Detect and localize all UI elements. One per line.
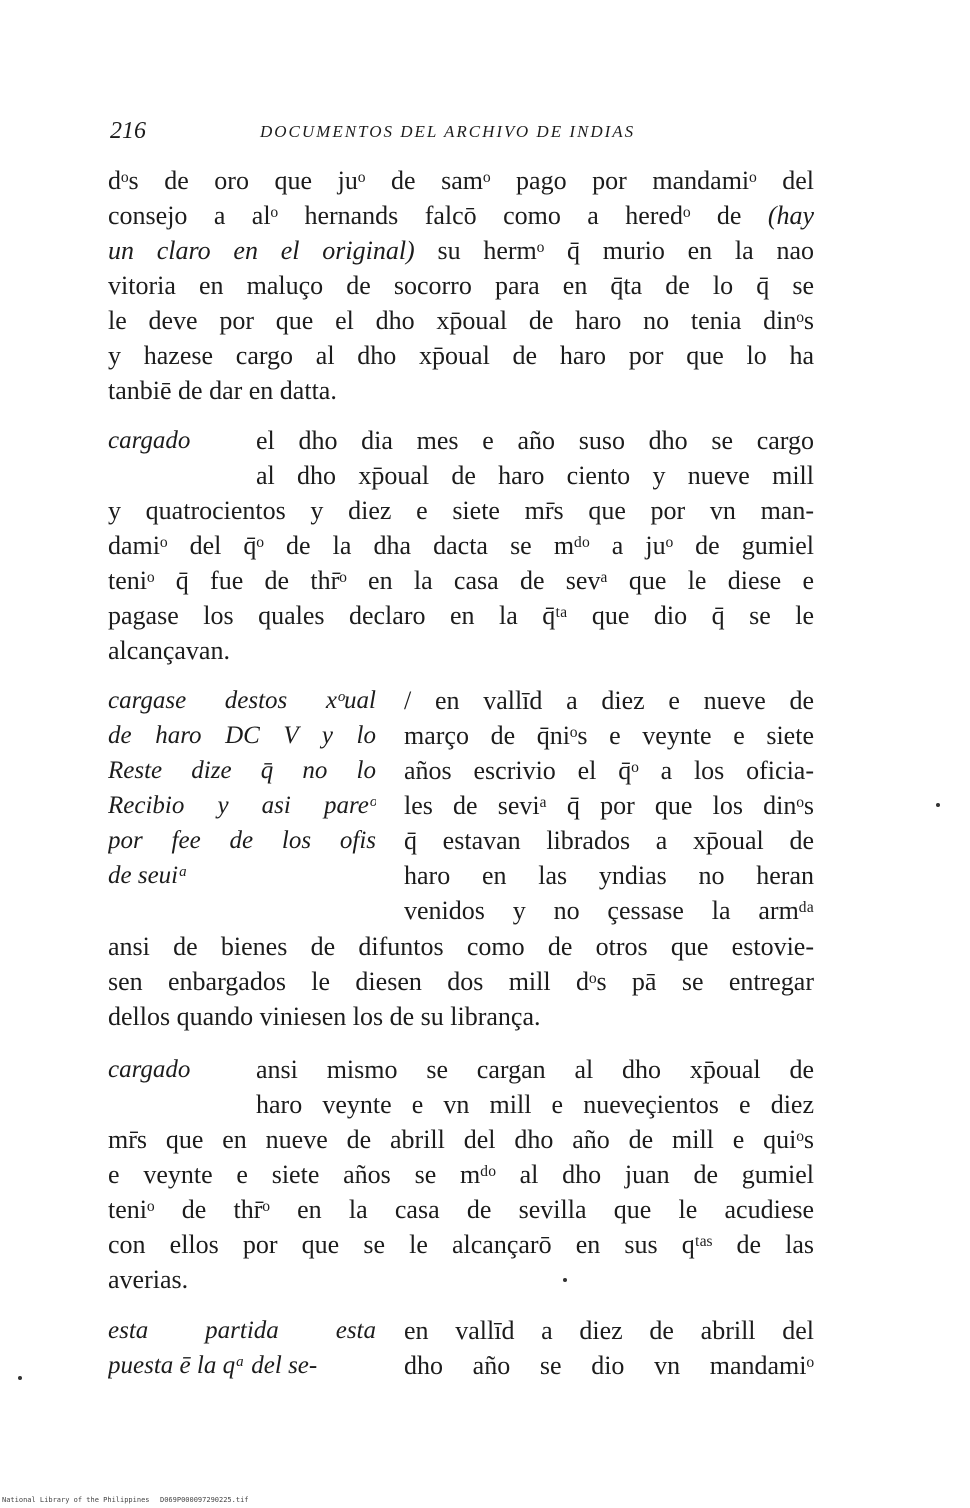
- text-line: averias.: [108, 1265, 189, 1294]
- text-line: en vallīd a diez de abrill del: [404, 1316, 814, 1345]
- text-line: años escrivio el q̄ᵒ a los oficia-: [404, 756, 814, 785]
- main-column: [404, 1313, 814, 1383]
- text-line: dᵒs de oro que juᵒ de samᵒ pago por mandamiᵒ del: [108, 166, 814, 195]
- library-credit: National Library of the Philippines: [2, 1496, 150, 1504]
- text-line: teniᵒ de thr̄ᵒ en la casa de sevilla que le acudiese: [108, 1195, 814, 1224]
- text-line: sen enbargados le diesen dos mill dᵒs pā se entregar: [108, 967, 814, 996]
- text-line: q̄ estavan librados a xp̄oual de: [404, 826, 814, 855]
- margin-column: [108, 1313, 376, 1383]
- margin-line: de seuiᵃ: [108, 862, 189, 889]
- text-line: março de q̄niᵒs e veynte e siete: [404, 721, 814, 750]
- text-line: / en vallīd a diez e nueve de: [404, 686, 814, 715]
- file-name: D069P000097290225.tif: [160, 1496, 249, 1504]
- text-line: vitoria en maluço de socorro para en q̄ta de lo q̄ se: [108, 271, 814, 300]
- text-line: alcançavan.: [108, 636, 230, 665]
- text-line: damiᵒ del q̄ᵒ de la dha dacta se mᵈᵒ a juᵒ de gumiel: [108, 531, 814, 560]
- paragraph-1: [108, 163, 814, 408]
- margin-line: esta partida esta: [108, 1317, 376, 1344]
- text-line: ansi mismo se cargan al dho xp̄oual de: [256, 1055, 814, 1084]
- paragraph-5-columns: [108, 1313, 814, 1385]
- paragraph-3-columns: [108, 683, 814, 929]
- page-number: 216: [110, 118, 146, 144]
- text-line: le deve por que el dho xp̄oual de haro no tenia dinᵒs: [108, 306, 814, 335]
- margin-line: por fee de los ofis: [108, 827, 376, 854]
- text-line: dho año se dio vn mandamiᵒ: [404, 1351, 814, 1380]
- text-line: haro veynte e vn mill e nueveçientos e diez: [256, 1090, 814, 1119]
- text-line: [108, 198, 814, 233]
- margin-column: [108, 683, 376, 893]
- text-line: el dho dia mes e año suso dho se cargo: [256, 426, 814, 455]
- margin-line: Reste dize q̄ no lo: [108, 757, 376, 784]
- main-column: [404, 683, 814, 928]
- text-span: su hermᵒ q̄ murio en la nao: [437, 236, 814, 265]
- text-line: teniᵒ q̄ fue de thr̄ᵒ en la casa de sevᵃ que le diese e: [108, 566, 814, 595]
- scan-footer: [0, 1496, 970, 1506]
- margin-note: cargado: [108, 427, 191, 454]
- text-line: e veynte e siete años se mᵈᵒ al dho juan de gumiel: [108, 1160, 814, 1189]
- scan-speck: [18, 1376, 22, 1380]
- margin-line: de haro DC V y lo: [108, 722, 376, 749]
- text-line: [108, 233, 814, 268]
- scan-speck: [936, 803, 940, 807]
- paragraph-4: [108, 1052, 814, 1297]
- margin-line: puesta ē la qᵃ del se-: [108, 1352, 318, 1379]
- page-header: [110, 118, 810, 148]
- text-line: venidos y no çessase la armᵈᵃ: [404, 896, 814, 925]
- editorial-note: un claro en el original): [108, 236, 415, 265]
- running-title: DOCUMENTOS DEL ARCHIVO DE INDIAS: [260, 122, 636, 141]
- margin-line: cargase destos xᵒual: [108, 687, 376, 714]
- margin-note: cargado: [108, 1056, 191, 1083]
- text-line: haro en las yndias no heran: [404, 861, 814, 890]
- text-line: dellos quando viniesen los de su librança.: [108, 1002, 541, 1031]
- text-line: ansi de bienes de difuntos como de otros que estovie-: [108, 932, 814, 961]
- scan-speck: [563, 1278, 567, 1282]
- text-line: tanbiē de dar en datta.: [108, 376, 337, 405]
- paragraph-2: [108, 423, 814, 668]
- text-line: pagase los quales declaro en la q̄ᵗᵃ que dio q̄ se le: [108, 601, 814, 630]
- text-line: y quatrocientos y diez e siete mr̄s que por vn man-: [108, 496, 814, 525]
- editorial-note: (hay: [767, 201, 814, 230]
- paragraph-3-continued: [108, 929, 814, 1034]
- text-line: y hazese cargo al dho xp̄oual de haro por que lo ha: [108, 341, 814, 370]
- text-line: con ellos por que se le alcançarō en sus qᵗᵃˢ de las: [108, 1230, 814, 1259]
- margin-line: Recibio y asi pareᵒ: [108, 792, 376, 819]
- text-span: consejo a alᵒ hernands falcō como a heredᵒ de: [108, 201, 742, 230]
- text-line: al dho xp̄oual de haro ciento y nueve mill: [256, 461, 814, 490]
- text-line: les de seviᵃ q̄ por que los dinᵒs: [404, 791, 814, 820]
- text-line: mr̄s que en nueve de abrill del dho año de mill e quiᵒs: [108, 1125, 814, 1154]
